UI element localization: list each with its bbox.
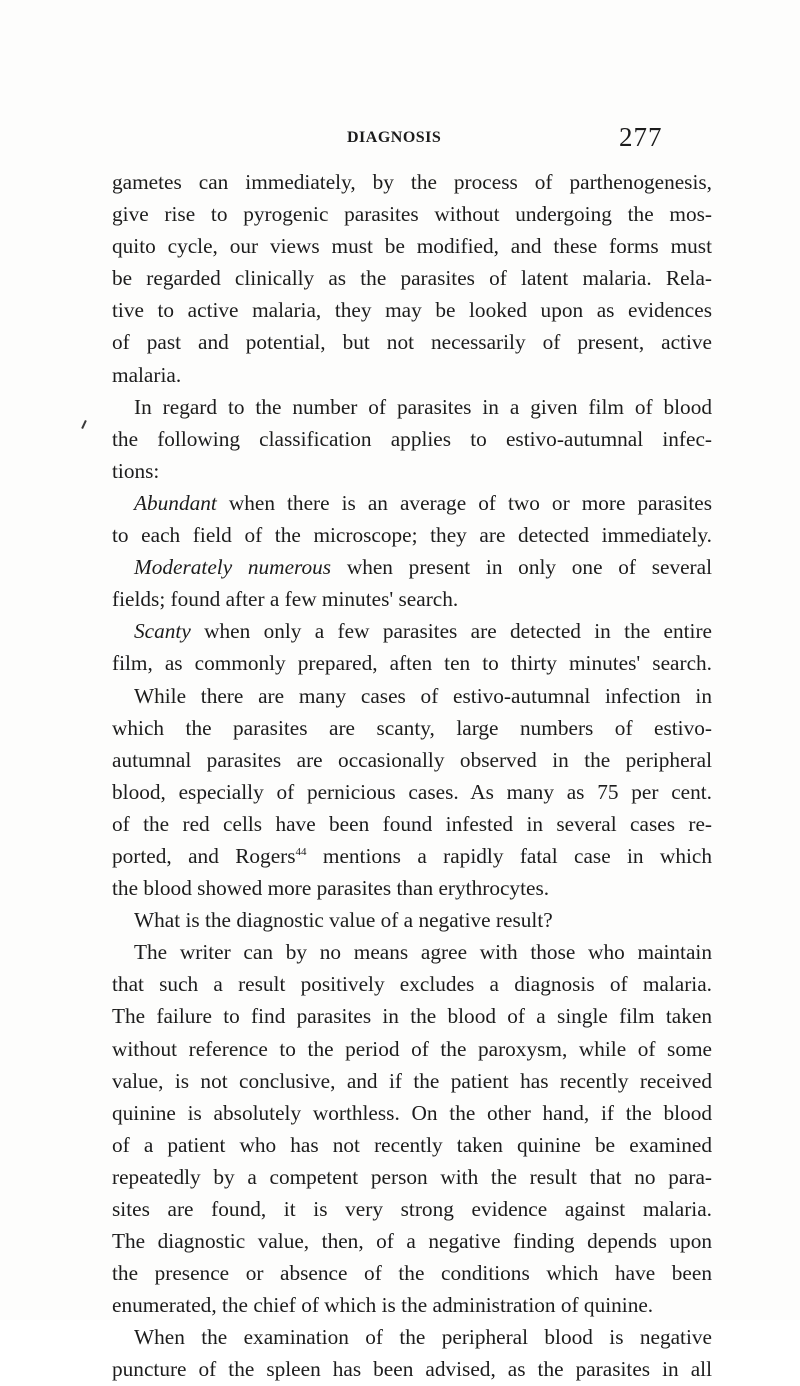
term-abundant: Abundant — [134, 490, 217, 515]
text-line: the blood showed more parasites than erythrocytes. — [112, 876, 550, 901]
text-line — [112, 840, 712, 872]
text-line: which the parasites are scanty, large numbers of estivo- — [112, 715, 712, 740]
text-line — [112, 551, 712, 583]
body-text — [112, 166, 712, 1386]
text-line: When the examination of the peripheral blood is negative — [134, 1325, 712, 1350]
text-line: tions: — [112, 458, 160, 483]
text-line: The failure to find parasites in the blood of a single film taken — [112, 1004, 712, 1029]
page-number: 277 — [619, 122, 663, 152]
text-line: of the red cells have been found infested in several cases re- — [112, 811, 712, 836]
text-line: repeatedly by a competent person with the result that no para- — [112, 1164, 712, 1189]
page-header — [347, 122, 687, 152]
text-line: value, is not conclusive, and if the patient has recently received — [112, 1068, 712, 1093]
text-line: sites are found, it is very strong evidence against malaria. — [112, 1197, 712, 1221]
text-segment: ported, and Rogers — [112, 843, 296, 868]
text-line: blood, especially of pernicious cases. As many as 75 per cent. — [112, 779, 712, 804]
text-line — [112, 487, 712, 519]
footnote-ref: 44 — [295, 845, 307, 858]
text-segment: when there is an average of two or more parasites — [216, 490, 712, 515]
text-line: without reference to the period of the paroxysm, while of some — [112, 1036, 712, 1061]
text-line: gametes can immediately, by the process of parthenogenesis, — [112, 170, 712, 194]
text-line: autumnal parasites are occasionally observed in the peripheral — [112, 747, 712, 772]
text-segment: mentions a rapidly fatal case in which — [306, 843, 712, 868]
text-line: tive to active malaria, they may be looked upon as evidences — [112, 298, 712, 323]
text-line: be regarded clinically as the parasites of latent malaria. Rela- — [112, 266, 712, 291]
text-line: the presence or absence of the conditions which have been — [112, 1261, 712, 1286]
text-line: of a patient who has not recently taken quinine be examined — [112, 1132, 712, 1157]
text-line: film, as commonly prepared, aften ten to thirty minutes' search. — [112, 651, 712, 676]
text-line: give rise to pyrogenic parasites without undergoing the mos- — [112, 202, 712, 227]
text-segment: when present in only one of several — [331, 555, 713, 580]
text-line: While there are many cases of estivo-autumnal infection in — [134, 683, 712, 708]
text-line: the following classification applies to estivo-autumnal infec- — [112, 426, 712, 451]
text-line: The writer can by no means agree with those who maintain — [134, 940, 712, 965]
text-line: In regard to the number of parasites in a given film of blood — [134, 394, 712, 419]
term-scanty: Scanty — [134, 619, 191, 644]
text-line: quito cycle, our views must be modified, and these forms must — [112, 234, 712, 259]
text-line: The diagnostic value, then, of a negative finding depends upon — [112, 1229, 712, 1254]
text-line — [112, 615, 712, 647]
text-line: quinine is absolutely worthless. On the other hand, if the blood — [112, 1100, 712, 1125]
text-line: What is the diagnostic value of a negative result? — [134, 908, 553, 933]
margin-speck — [81, 420, 87, 429]
text-line: of past and potential, but not necessarily of present, active — [112, 330, 712, 355]
text-line: to each field of the microscope; they are detected immediately. — [112, 523, 712, 548]
text-segment: when only a few parasites are detected in the entire — [190, 619, 712, 644]
text-line: that such a result positively excludes a diagnosis of malaria. — [112, 972, 712, 997]
text-line: malaria. — [112, 362, 182, 387]
term-moderately-numerous: Moderately numerous — [134, 555, 332, 580]
text-line: enumerated, the chief of which is the administration of quinine. — [112, 1293, 654, 1318]
text-line: puncture of the spleen has been advised, as the parasites in all — [112, 1357, 712, 1382]
running-head: DIAGNOSIS — [347, 129, 442, 146]
text-line: fields; found after a few minutes' search. — [112, 587, 459, 612]
